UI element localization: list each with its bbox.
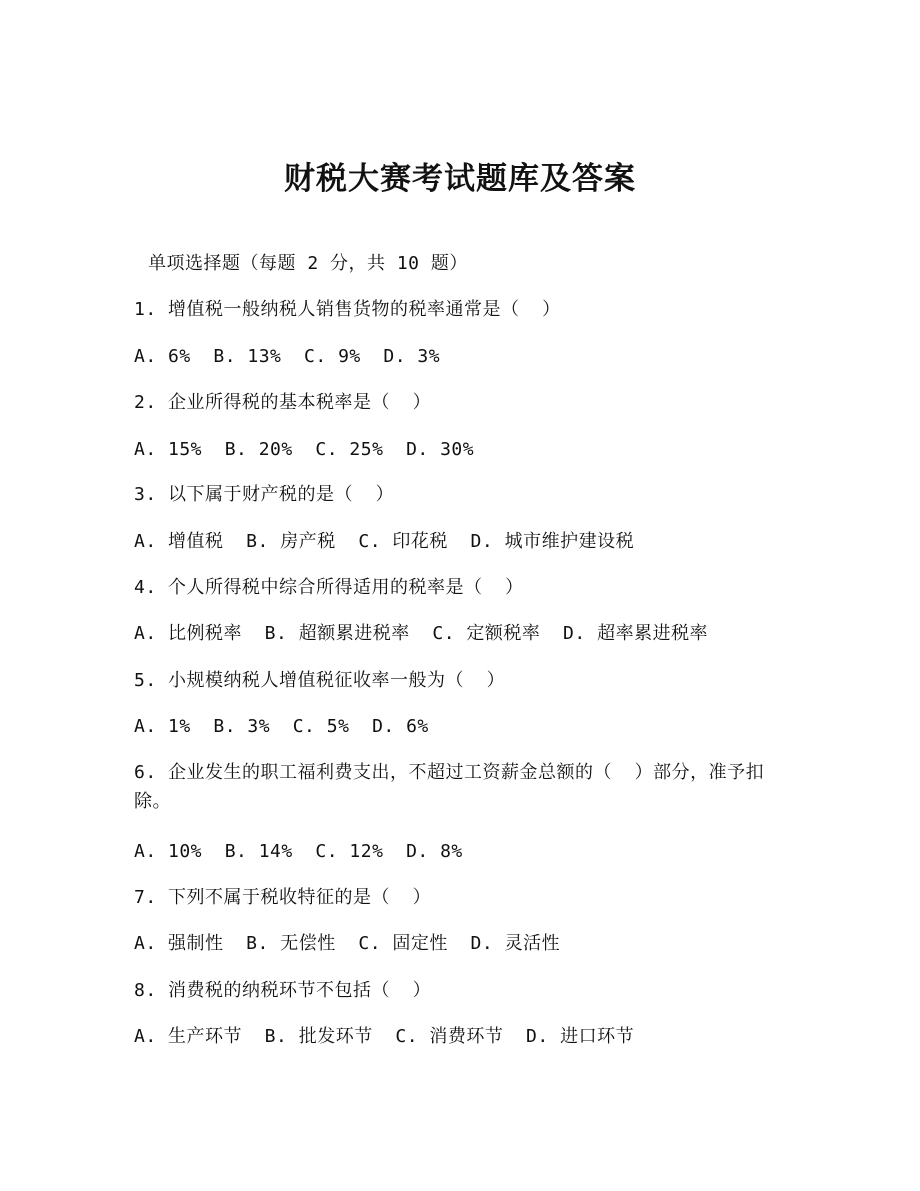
question-4: 4. 个人所得税中综合所得适用的税率是（ ） bbox=[134, 577, 524, 598]
options-3: A. 增值税 B. 房产税 C. 印花税 D. 城市维护建设税 bbox=[134, 531, 635, 552]
options-7: A. 强制性 B. 无偿性 C. 固定性 D. 灵活性 bbox=[134, 933, 561, 954]
page-title: 财税大赛考试题库及答案 bbox=[284, 161, 636, 197]
question-5: 5. 小规模纳税人增值税征收率一般为（ ） bbox=[134, 670, 506, 691]
question-1: 1. 增值税一般纳税人销售货物的税率通常是（ ） bbox=[134, 299, 561, 320]
section-heading: 单项选择题（每题 2 分，共 10 题） bbox=[148, 253, 468, 274]
question-8: 8. 消费税的纳税环节不包括（ ） bbox=[134, 980, 432, 1001]
options-4: A. 比例税率 B. 超额累进税率 C. 定额税率 D. 超率累进税率 bbox=[134, 623, 709, 644]
options-5: A. 1% B. 3% C. 5% D. 6% bbox=[134, 716, 429, 737]
options-8: A. 生产环节 B. 批发环节 C. 消费环节 D. 进口环节 bbox=[134, 1026, 635, 1047]
question-6: 6. 企业发生的职工福利费支出，不超过工资薪金总额的（ ）部分，准予扣除。 bbox=[134, 762, 765, 812]
options-6: A. 10% B. 14% C. 12% D. 8% bbox=[134, 841, 463, 862]
options-2: A. 15% B. 20% C. 25% D. 30% bbox=[134, 439, 475, 460]
options-1: A. 6% B. 13% C. 9% D. 3% bbox=[134, 346, 441, 367]
question-2: 2. 企业所得税的基本税率是（ ） bbox=[134, 392, 432, 413]
question-7: 7. 下列不属于税收特征的是（ ） bbox=[134, 887, 432, 908]
question-3: 3. 以下属于财产税的是（ ） bbox=[134, 484, 395, 505]
